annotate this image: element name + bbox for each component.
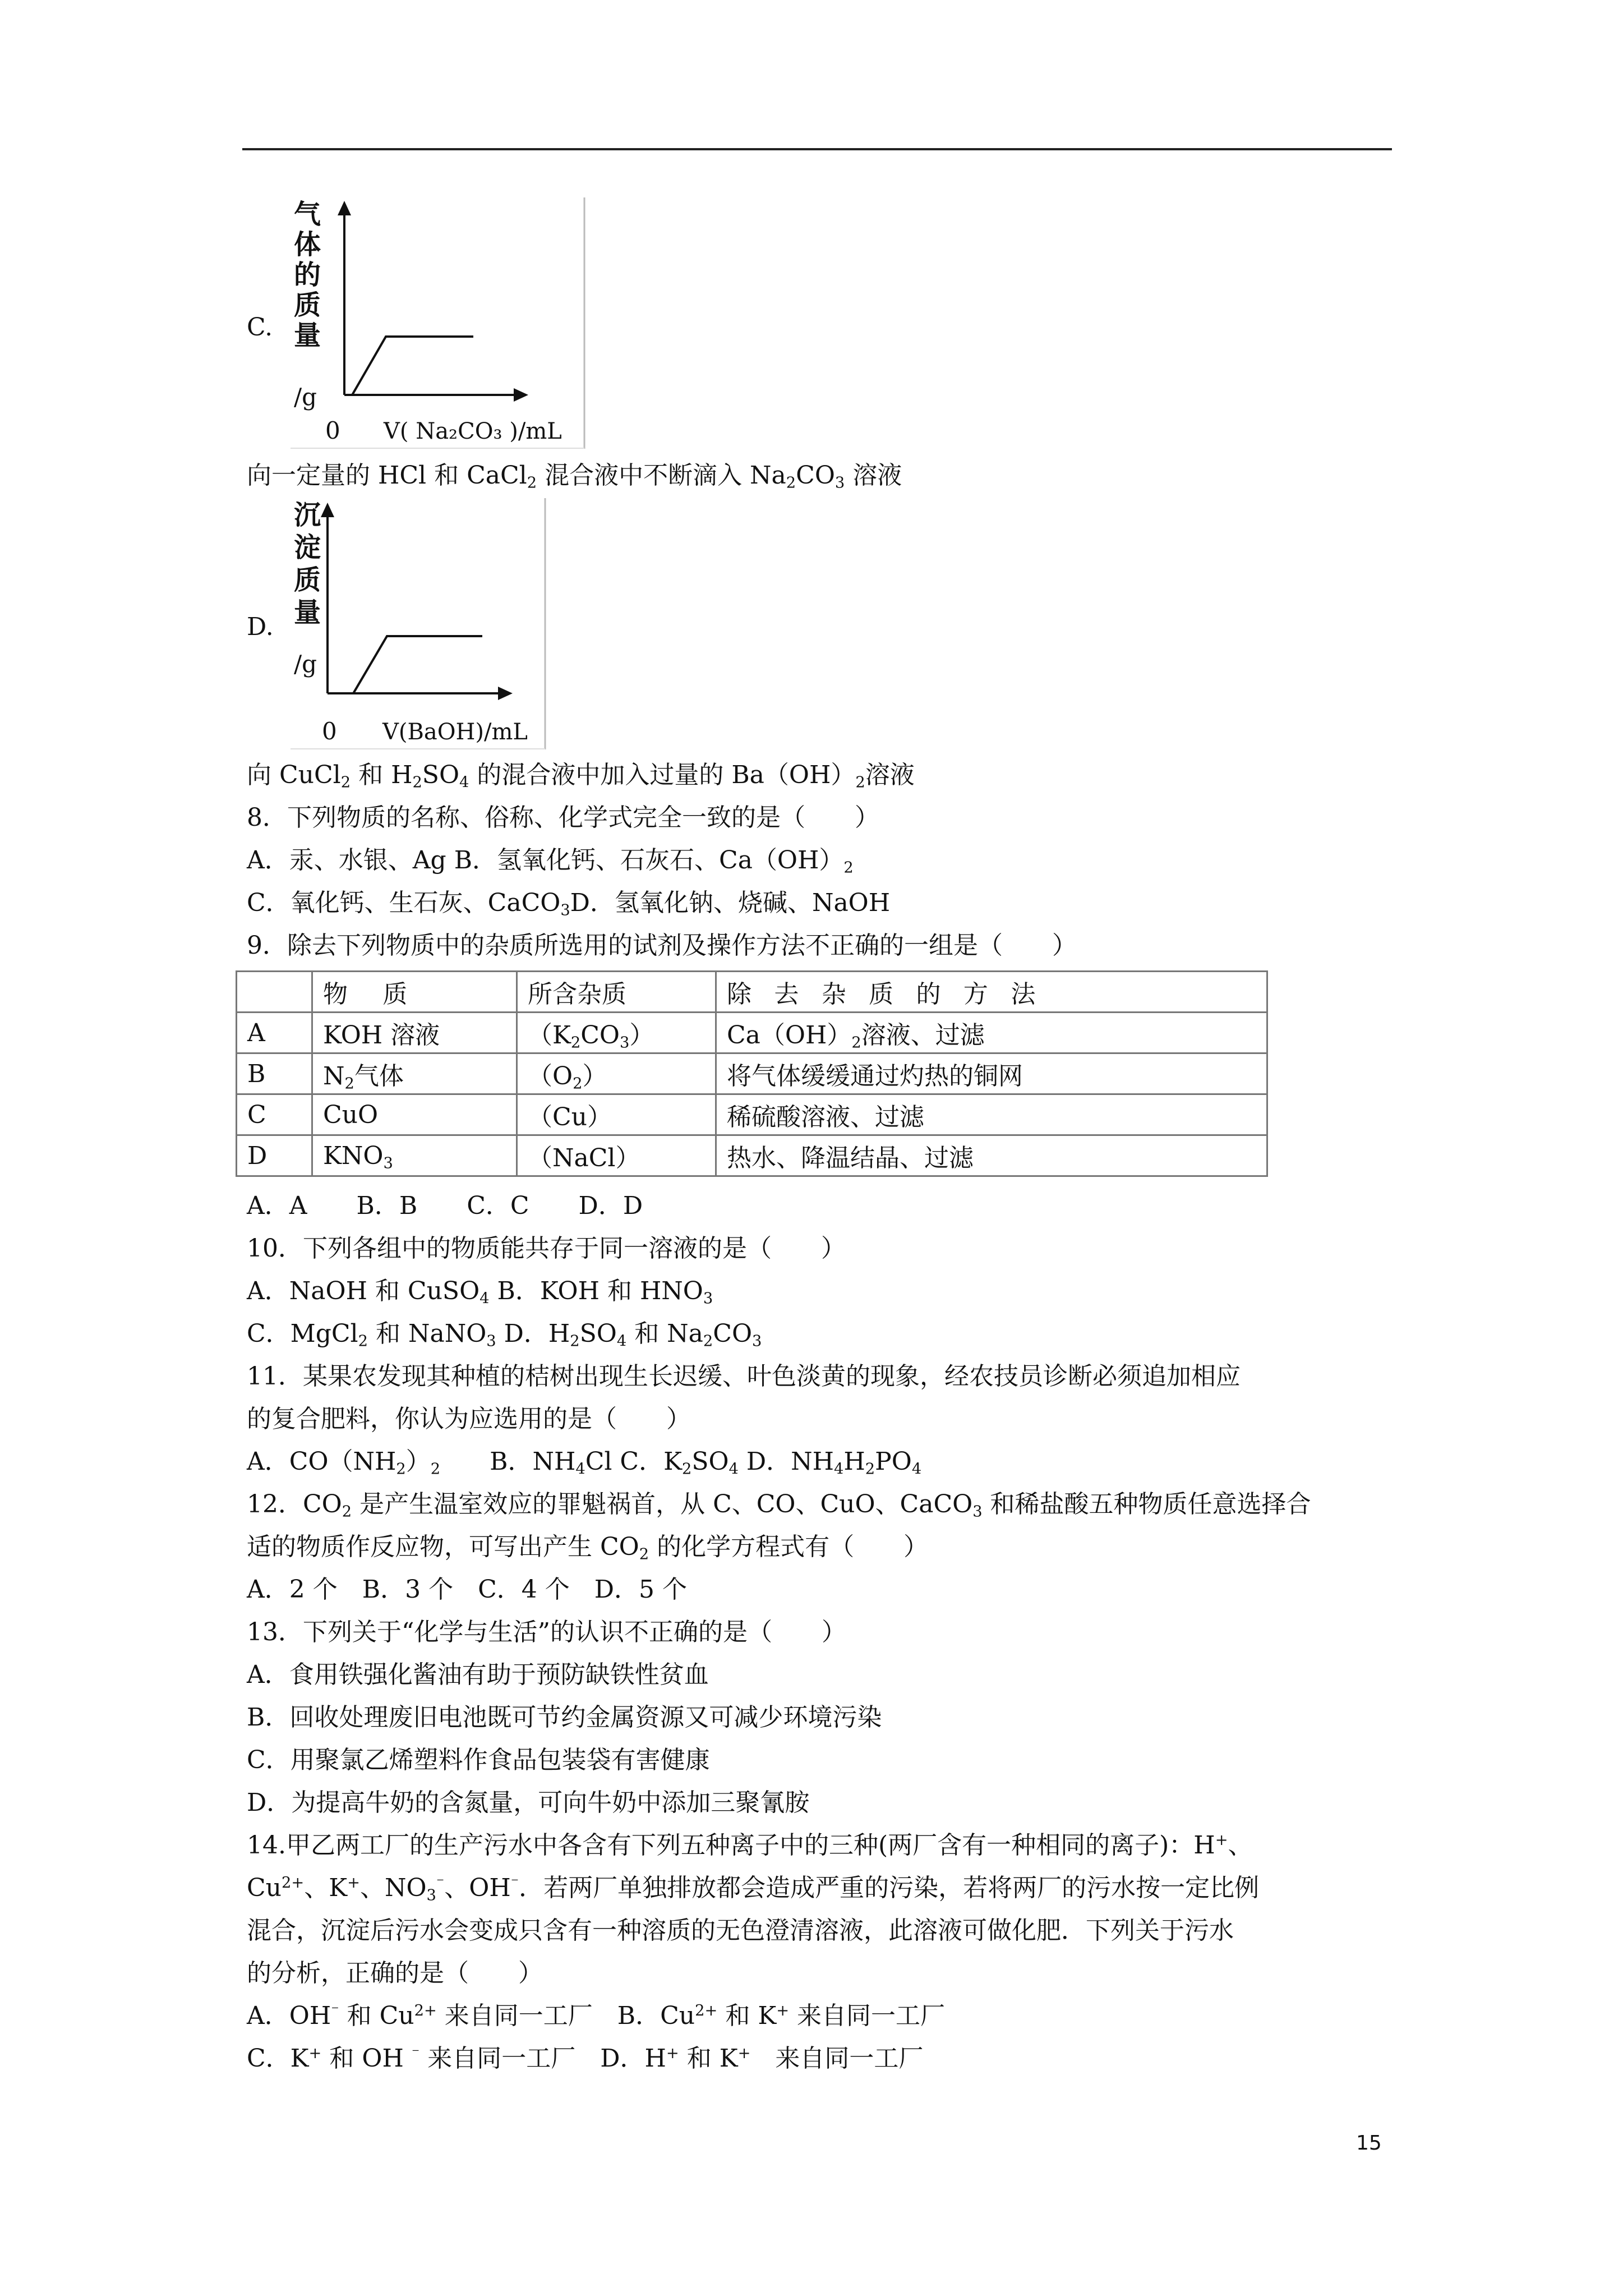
q14-stem-line2: $Cu^{2+}$、K+、$NO_3^{^-}$、OH⁻．若两厂单独排放都会造成严重的污染，若将两厂的污水按一定比例	[247, 1874, 1260, 1904]
table-cell: $N_2$气体	[312, 1053, 517, 1094]
q9-options: A．A B．B C．C D．D	[247, 1191, 643, 1220]
table-cell: （Cu）	[517, 1094, 716, 1135]
q12-stem-line2: 适的物质作反应物，可写出产生 $CO_2$ 的化学方程式有（ ）	[247, 1533, 929, 1563]
q13-option-d: D．为提高牛奶的含氮量，可向牛奶中添加三聚氰胺	[247, 1788, 810, 1817]
graph-gas-mass	[291, 197, 593, 449]
y-label-char: 淀	[294, 532, 321, 563]
table-cell: KOH 溶液	[312, 1013, 517, 1053]
x-axis-label: V(BaOH)/mL	[382, 719, 528, 745]
q8-stem: 8．下列物质的名称、俗称、化学式完全一致的是（ ）	[247, 803, 879, 832]
table-cell: （NaCl）	[517, 1135, 716, 1176]
table-cell: $Ca(OH)_2$溶液、过滤	[716, 1013, 1267, 1053]
header-rule	[242, 148, 1392, 150]
option-d-label: D.	[247, 613, 274, 641]
table-cell: $KNO_3$	[312, 1135, 517, 1176]
table-row	[237, 1013, 1267, 1053]
q13-stem: 13．下列关于“化学与生活”的认识不正确的是（ ）	[247, 1618, 846, 1646]
option-c-label: C.	[247, 313, 273, 342]
table-cell: C	[237, 1094, 312, 1135]
table-row	[237, 1094, 1267, 1135]
table-header-cell: 所含杂质	[517, 972, 716, 1013]
q13-option-b: B．回收处理废旧电池既可节约金属资源又可减少环境污染	[247, 1703, 882, 1732]
y-label-char: 沉	[294, 499, 321, 531]
table-cell: CuO	[312, 1094, 517, 1135]
caption-c: 向一定量的 HCl 和 CaCl$_2$ 混合液中不断滴入 $Na_2CO_3$ 溶液	[247, 461, 902, 492]
table-cell: $(K_2CO_3)$	[517, 1013, 716, 1053]
y-label-char: 质	[294, 564, 321, 596]
table-cell: A	[237, 1013, 312, 1053]
graph-precipitate-mass	[291, 498, 548, 749]
q10-options-cd: C．MgCl$_2$ 和 NaNO$_3$ D．$H_2SO_4$ 和 $Na_2CO_3$	[247, 1319, 762, 1350]
caption-d: 向 CuCl$_2$ 和 $H_2SO_4$ 的混合液中加入过量的 $Ba(OH)_2$溶液	[247, 761, 915, 792]
y-label-char: 气	[294, 199, 321, 230]
q9-stem: 9．除去下列物质中的杂质所选用的试剂及操作方法不正确的一组是（ ）	[247, 931, 1077, 960]
table-cell: $(O_2)$	[517, 1053, 716, 1094]
q14-options-ab: A．OH⁻ 和 $Cu^{2+}$ 来自同一工厂 B．$Cu^{2+}$ 和 K+ 来自同一工厂	[247, 2001, 946, 2030]
y-label-char: 量	[294, 320, 321, 351]
q14-stem-line4: 的分析，正确的是（ ）	[247, 1959, 543, 1987]
q10-stem: 10．下列各组中的物质能共存于同一溶液的是（ ）	[247, 1234, 846, 1263]
y-label-char: 的	[294, 259, 321, 291]
q10-options-ab: A．NaOH 和 CuSO$_4$ B．KOH 和 $HNO_3$	[247, 1277, 713, 1308]
impurity-table	[236, 970, 1268, 1177]
page-number: 15	[1356, 2132, 1382, 2155]
table-row	[237, 1135, 1267, 1176]
table-cell: 将气体缓缓通过灼热的铜网	[716, 1053, 1267, 1094]
y-label-char: 量	[294, 597, 321, 628]
table-cell: 热水、降温结晶、过滤	[716, 1135, 1267, 1176]
graph-origin: 0	[325, 417, 340, 444]
q11-options: A．$CO(NH_2)_2$ B．$NH_4Cl$ C．$K_2SO_4$ D．$NH_4H_2PO_4$	[247, 1447, 922, 1478]
q14-options-cd: C．K+ 和 OH ⁻ 来自同一工厂 D．H+ 和 K+ 来自同一工厂	[247, 2044, 924, 2073]
table-header-cell: 除 去 杂 质 的 方 法	[716, 972, 1267, 1013]
table-header-cell: 物 质	[312, 972, 517, 1013]
q14-stem-line3: 混合，沉淀后污水会变成只含有一种溶质的无色澄清溶液，此溶液可做化肥．下列关于污水	[247, 1916, 1234, 1945]
q12-stem-line1: 12．$CO_2$ 是产生温室效应的罪魁祸首，从 C、CO、CuO、CaCO$_3$ 和稀盐酸五种物质任意选择合	[247, 1490, 1311, 1521]
table-row	[237, 1053, 1267, 1094]
table-header-row	[237, 972, 1267, 1013]
q8-options-cd: C．氧化钙、生石灰、CaCO$_3$D．氢氧化钠、烧碱、NaOH	[247, 889, 891, 919]
table-cell: B	[237, 1053, 312, 1094]
table-cell: D	[237, 1135, 312, 1176]
q11-stem-line1: 11．某果农发现其种植的桔树出现生长迟缓、叶色淡黄的现象，经农技员诊断必须追加相应	[247, 1362, 1241, 1391]
y-label-unit: /g	[294, 383, 317, 411]
q8-options-ab: A．汞、水银、Ag B．氢氧化钙、石灰石、$Ca(OH)_2$	[247, 846, 854, 877]
q13-option-c: C．用聚氯乙烯塑料作食品包装袋有害健康	[247, 1746, 710, 1774]
q11-stem-line2: 的复合肥料，你认为应选用的是（ ）	[247, 1405, 691, 1433]
table-header-cell	[237, 972, 312, 1013]
q14-stem-line1: 14.甲乙两工厂的生产污水中各含有下列五种离子中的三种(两厂含有一种相同的离子)：H+、	[247, 1831, 1253, 1860]
y-label-unit: /g	[294, 650, 317, 678]
y-label-char: 体	[294, 229, 321, 260]
table-cell: 稀硫酸溶液、过滤	[716, 1094, 1267, 1135]
graph-origin: 0	[322, 717, 337, 745]
y-label-char: 质	[294, 289, 321, 321]
x-axis-label: V( Na₂CO₃ )/mL	[384, 418, 562, 444]
q13-option-a: A．食用铁强化酱油有助于预防缺铁性贫血	[247, 1660, 709, 1689]
q12-options: A．2 个 B．3 个 C．4 个 D．5 个	[247, 1575, 687, 1604]
